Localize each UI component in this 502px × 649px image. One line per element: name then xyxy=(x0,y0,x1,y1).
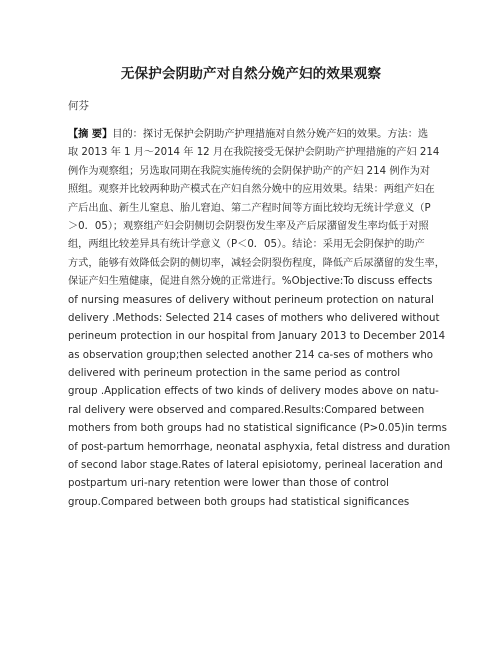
abstract-body xyxy=(68,126,451,512)
abstract-line: ral delivery were observed and compared.Results:Compared between xyxy=(68,404,425,416)
paper-author: 何芬 xyxy=(68,100,89,112)
abstract-line: of nursing measures of delivery without perineum protection on natural xyxy=(68,294,434,306)
abstract-line: delivered with perineum protection in the same period as control xyxy=(68,368,401,380)
abstract-line: 保证产妇生殖健康，促进自然分娩的正常进行。%Objective:To discuss effects xyxy=(68,276,433,288)
abstract-line: 方式，能够有效降低会阴的侧切率，减轻会阴裂伤程度，降低产后尿潴留的发生率， xyxy=(68,257,445,269)
abstract-line: as observation group;then selected another 214 ca-ses of mothers who xyxy=(68,349,434,361)
abstract-line xyxy=(68,126,440,144)
paper-title: 无保护会阴助产对自然分娩产妇的效果观察 xyxy=(120,66,382,82)
abstract-line: of post-partum hemorrhage, neonatal asphyxia, fetal distress and duration xyxy=(68,441,451,453)
abstract-label: 【摘 要】 xyxy=(68,129,113,140)
abstract-line-text: 目的：探讨无保护会阴助产护理措施对自然分娩产妇的效果。方法：选 xyxy=(112,129,429,140)
abstract-line: 照组。观察并比较两种助产模式在产妇自然分娩中的应用效果。结果：两组产妇在 xyxy=(68,184,435,196)
abstract-line: mothers from both groups had no statistical significance (P>0.05)in terms xyxy=(68,423,447,435)
abstract-line: perineum protection in our hospital from January 2013 to December 2014 xyxy=(68,331,446,343)
abstract-line: of second labor stage.Rates of lateral episiotomy, perineal laceration and xyxy=(68,460,443,472)
abstract-line: 取 2013 年 1 月～2014 年 12 月在我院接受无保护会阴助产护理措施的产妇 214 xyxy=(68,147,440,159)
abstract-line: ＞0．05）；观察组产妇会阴侧切会阴裂伤发生率及产后尿潴留发生率均低于对照 xyxy=(68,220,429,232)
abstract-line: group .Application effects of two kinds of delivery modes above on natu- xyxy=(68,386,439,398)
abstract-line: 产后出血、新生儿窒息、胎儿窘迫、第二产程时间等方面比较均无统计学意义（P xyxy=(68,202,431,214)
abstract-line: group.Compared between both groups had statistical significances xyxy=(68,496,410,508)
abstract-line: 例作为观察组；另选取同期在我院实施传统的会阴保护助产的产妇 214 例作为对 xyxy=(68,165,431,177)
abstract-line: postpartum uri-nary retention were lower than those of control xyxy=(68,478,389,490)
abstract-line: delivery .Methods: Selected 214 cases of mothers who delivered without xyxy=(68,312,440,324)
abstract-line: 组，两组比较差异具有统计学意义（P＜0．05）。结论：采用无会阴保护的助产 xyxy=(68,239,425,251)
